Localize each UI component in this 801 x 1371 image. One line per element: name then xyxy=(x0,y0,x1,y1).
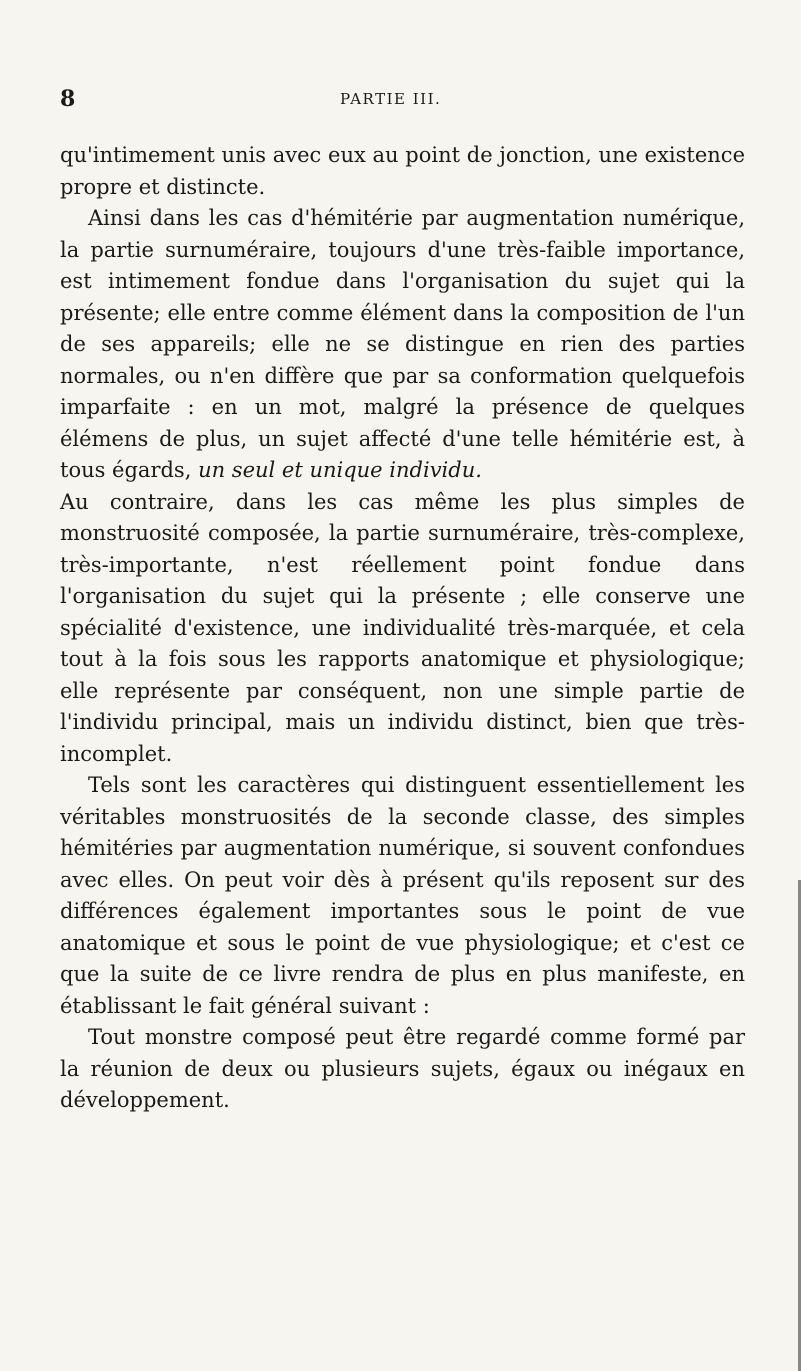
page-header xyxy=(60,86,741,118)
emphasis-unique-individu: un seul et unique individu. xyxy=(198,458,482,482)
paragraph-4: Tels sont les caractères qui distinguent essentiellement les véritables monstruosités de la seconde classe, des simples hémitéries par augmentation numérique, si souvent confondues avec elles. On peut voir dès à présent qu'ils reposent sur des différences également importantes sous le point de vue anatomique et sous le point de vue physiologique; et c'est ce que la suite de ce livre rendra de plus en plus manifeste, en établissant le fait général suivant : xyxy=(60,773,745,1018)
paragraph-1: qu'intimement unis avec eux au point de jonction, une existence propre et distincte. xyxy=(60,143,745,199)
paragraph-5: Tout monstre composé peut être regardé comme formé par la réunion de deux ou plusieurs sujets, égaux ou inégaux en développement. xyxy=(60,1025,745,1112)
paragraph-2-text: Ainsi dans les cas d'hémitérie par augmentation numérique, la partie surnuméraire, toujours d'une très-faible importance, est intimement fondue dans l'organisation du sujet qui la présente; elle entre comme élément dans la composition de l'un de ses appareils; elle ne se distingue en rien des parties normales, ou n'en diffère que par sa conformation quelquefois imparfaite : en un mot, malgré la présence de quelques élémens de plus, un sujet affecté d'une telle hémitérie est, à tous égards, xyxy=(60,206,745,482)
running-head: PARTIE III. xyxy=(340,90,442,108)
paragraph-2 xyxy=(60,203,745,487)
body-text xyxy=(60,140,745,1117)
page-number: 8 xyxy=(60,86,76,112)
paragraph-3: Au contraire, dans les cas même les plus simples de monstruosité composée, la partie surnuméraire, très-complexe, très-importante, n'est réellement point fondue dans l'organisation du sujet qui la présente ; elle conserve une spécialité d'existence, une individualité très-marquée, et cela tout à la fois sous les rapports anatomique et physiologique; elle représente par conséquent, non une simple partie de l'individu principal, mais un individu distinct, bien que très-incomplet. xyxy=(60,489,745,766)
